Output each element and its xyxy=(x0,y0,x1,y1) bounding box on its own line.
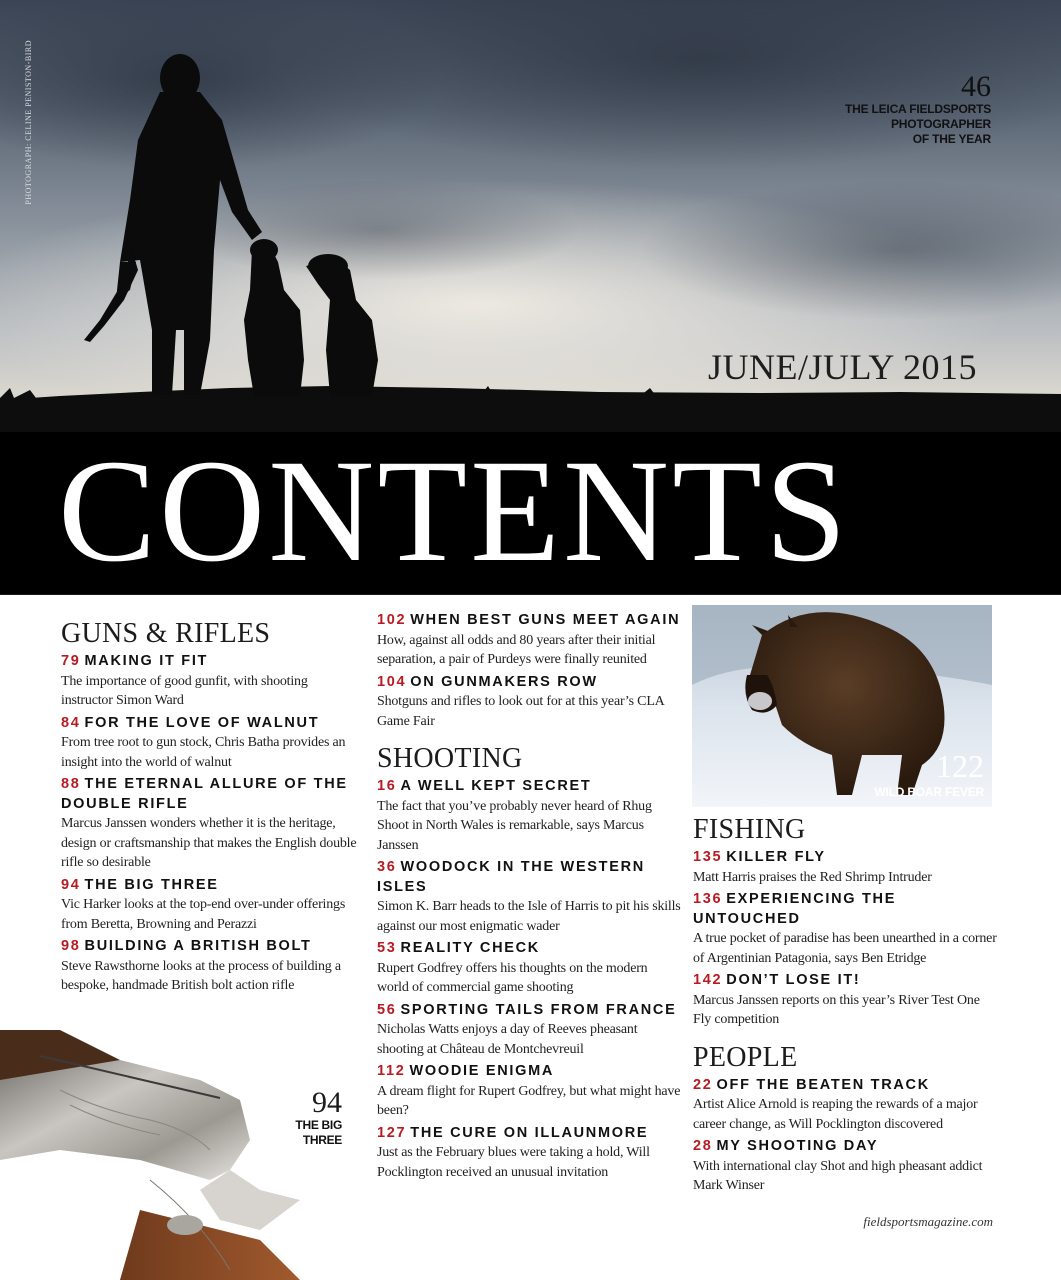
entry-title: EXPERIENCING THE UNTOUCHED xyxy=(693,891,897,927)
toc-entry[interactable] xyxy=(61,652,361,711)
toc-entry[interactable] xyxy=(693,848,998,887)
toc-entry[interactable] xyxy=(693,890,998,968)
page-number: 94 xyxy=(61,876,81,893)
boar-page-number: 122 xyxy=(936,748,984,784)
toc-entry[interactable] xyxy=(61,876,361,935)
entry-title: KILLER FLY xyxy=(726,849,826,865)
boar-caption: WILD BOAR FEVER xyxy=(874,785,984,799)
gun-caption-line: THE BIG xyxy=(295,1118,342,1132)
entry-title: ON GUNMAKERS ROW xyxy=(410,673,598,690)
entry-description: How, against all odds and 80 years after their initial separation, a pair of Purdeys were finally reunited xyxy=(377,632,656,667)
section-title-shooting: SHOOTING xyxy=(377,743,523,774)
toc-entry[interactable] xyxy=(377,777,682,855)
column-middle xyxy=(377,611,682,1185)
entry-headline xyxy=(693,848,998,868)
page-number: 127 xyxy=(377,1124,407,1141)
entry-description: With international clay Shot and high pheasant addict Mark Winser xyxy=(693,1158,983,1193)
issue-date: JUNE/JULY 2015 xyxy=(708,347,978,387)
entry-description: Shotguns and rifles to look out for at this year’s CLA Game Fair xyxy=(377,694,664,729)
page-number: 53 xyxy=(377,940,397,956)
entry-title: WHEN BEST GUNS MEET AGAIN xyxy=(410,612,681,628)
entry-title: WOODIE ENIGMA xyxy=(409,1063,555,1079)
big-three-callout[interactable] xyxy=(290,1088,342,1148)
toc-entry[interactable] xyxy=(61,775,361,873)
entry-headline xyxy=(693,890,998,929)
toc-entry[interactable] xyxy=(61,714,361,773)
entry-description: A dream flight for Rupert Godfrey, but what might have been? xyxy=(377,1083,681,1118)
entry-description: A true pocket of paradise has been unearthed in a corner of Argentinian Patagonia, says Ben Etridge xyxy=(693,931,997,966)
page-number: 136 xyxy=(693,891,723,907)
section-title-fishing: FISHING xyxy=(693,814,806,845)
feature-caption-line: OF THE YEAR xyxy=(912,132,991,146)
entry-title: SPORTING TAILS FROM FRANCE xyxy=(400,1001,677,1018)
entry-description: Marcus Janssen wonders whether it is the heritage, design or craftsmanship that makes the English double rifle so desirable xyxy=(61,816,357,870)
page-number: 28 xyxy=(693,1138,713,1154)
entry-headline xyxy=(693,1137,998,1157)
toc-entry[interactable] xyxy=(61,937,361,996)
entry-title: THE ETERNAL ALLURE OF THE DOUBLE RIFLE xyxy=(61,776,348,812)
entry-headline xyxy=(377,673,682,693)
page-number: 36 xyxy=(377,859,397,875)
entry-title: DON’T LOSE IT! xyxy=(726,972,861,988)
entry-title: OFF THE BEATEN TRACK xyxy=(716,1076,930,1093)
entry-title: FOR THE LOVE OF WALNUT xyxy=(84,714,320,731)
page-number: 102 xyxy=(377,612,407,628)
entry-description: Vic Harker looks at the top-end over-under offerings from Beretta, Browning and Perazzi xyxy=(61,897,346,932)
feature-page-number: 46 xyxy=(961,70,991,103)
toc-entry[interactable] xyxy=(377,1001,682,1060)
entry-description: From tree root to gun stock, Chris Batha provides an insight into the world of walnut xyxy=(61,735,346,770)
entry-description: The importance of good gunfit, with shooting instructor Simon Ward xyxy=(61,673,308,708)
toc-entry[interactable] xyxy=(377,858,682,936)
shotgun-image xyxy=(0,1030,380,1280)
page-number: 112 xyxy=(377,1063,406,1079)
entry-description: Artist Alice Arnold is reaping the rewards of a major career change, as Will Pocklington discovered xyxy=(693,1097,978,1132)
entry-headline xyxy=(377,1124,682,1144)
entry-headline xyxy=(377,611,682,631)
toc-entry[interactable] xyxy=(377,673,682,732)
page-number: 79 xyxy=(61,653,81,669)
entry-title: THE CURE ON ILLAUNMORE xyxy=(410,1124,649,1141)
toc-entry[interactable] xyxy=(693,1076,998,1135)
entry-title: MAKING IT FIT xyxy=(84,653,209,669)
entry-description: Rupert Godfrey offers his thoughts on the modern world of commercial game shooting xyxy=(377,960,648,995)
photo-credit: PHOTOGRAPH: CELINE PENISTON-BIRD xyxy=(24,40,33,205)
entry-headline xyxy=(61,775,361,814)
entry-title: THE BIG THREE xyxy=(84,876,219,893)
page-number: 104 xyxy=(377,673,407,690)
column-guns-rifles xyxy=(61,620,361,999)
section-title-people: PEOPLE xyxy=(693,1041,798,1073)
entry-headline xyxy=(377,777,682,797)
shotgun-photo[interactable] xyxy=(0,1030,380,1280)
entry-title: MY SHOOTING DAY xyxy=(716,1138,879,1154)
entry-title: WOODOCK IN THE WESTERN ISLES xyxy=(377,859,645,895)
wild-boar-photo[interactable] xyxy=(692,605,992,807)
entry-description: Matt Harris praises the Red Shrimp Intruder xyxy=(693,869,932,885)
entry-title: REALITY CHECK xyxy=(400,940,540,956)
toc-entry[interactable] xyxy=(377,611,682,670)
entry-headline xyxy=(61,876,361,896)
gun-page-number: 94 xyxy=(312,1086,342,1119)
entry-headline xyxy=(377,858,682,897)
page-number: 16 xyxy=(377,778,397,794)
masthead-title: CONTENTS xyxy=(58,432,850,590)
entry-description: Simon K. Barr heads to the Isle of Harris to pit his skills against our most enigmatic wader xyxy=(377,899,681,934)
toc-entry[interactable] xyxy=(377,1124,682,1183)
toc-entry[interactable] xyxy=(377,1062,682,1121)
page-number: 56 xyxy=(377,1001,397,1018)
page-number: 22 xyxy=(693,1076,713,1093)
feature-caption-line: THE LEICA FIELDSPORTS xyxy=(844,102,991,116)
toc-entry[interactable] xyxy=(693,1137,998,1196)
entry-description: The fact that you’ve probably never heard of Rhug Shoot in North Wales is remarkable, says Marcus Janssen xyxy=(377,798,652,853)
toc-entry[interactable] xyxy=(693,971,998,1030)
entry-description: Nicholas Watts enjoys a day of Reeves pheasant shooting at Château de Montchevreuil xyxy=(377,1022,638,1057)
entry-headline xyxy=(61,937,361,957)
website-url[interactable]: fieldsportsmagazine.com xyxy=(863,1214,993,1229)
entry-description: Steve Rawsthorne looks at the process of building a bespoke, handmade British bolt action rifle xyxy=(61,958,341,993)
entry-headline xyxy=(693,1076,998,1096)
page-number: 88 xyxy=(61,776,81,792)
entry-description: Just as the February blues were taking a hold, Will Pocklington received an unusual invitation xyxy=(377,1145,650,1180)
feature-caption-line: PHOTOGRAPHER xyxy=(890,117,991,131)
page-number: 98 xyxy=(61,938,81,954)
entry-headline xyxy=(693,971,998,991)
column-right xyxy=(693,816,998,1199)
feature-46-callout[interactable] xyxy=(845,72,991,147)
entry-title: BUILDING A BRITISH BOLT xyxy=(84,938,312,954)
entry-headline xyxy=(377,1062,682,1082)
page-number: 84 xyxy=(61,714,81,731)
entry-description: Marcus Janssen reports on this year’s River Test One Fly competition xyxy=(693,992,980,1027)
page-number: 142 xyxy=(693,972,723,988)
entry-title: A WELL KEPT SECRET xyxy=(400,778,592,794)
entry-headline xyxy=(61,652,361,672)
toc-entry[interactable] xyxy=(377,939,682,998)
entry-headline xyxy=(377,1001,682,1021)
entry-headline xyxy=(377,939,682,959)
section-title-guns-rifles: GUNS & RIFLES xyxy=(61,618,271,649)
entry-headline xyxy=(61,714,361,734)
page-number: 135 xyxy=(693,849,723,865)
gun-caption-line: THREE xyxy=(302,1133,342,1147)
